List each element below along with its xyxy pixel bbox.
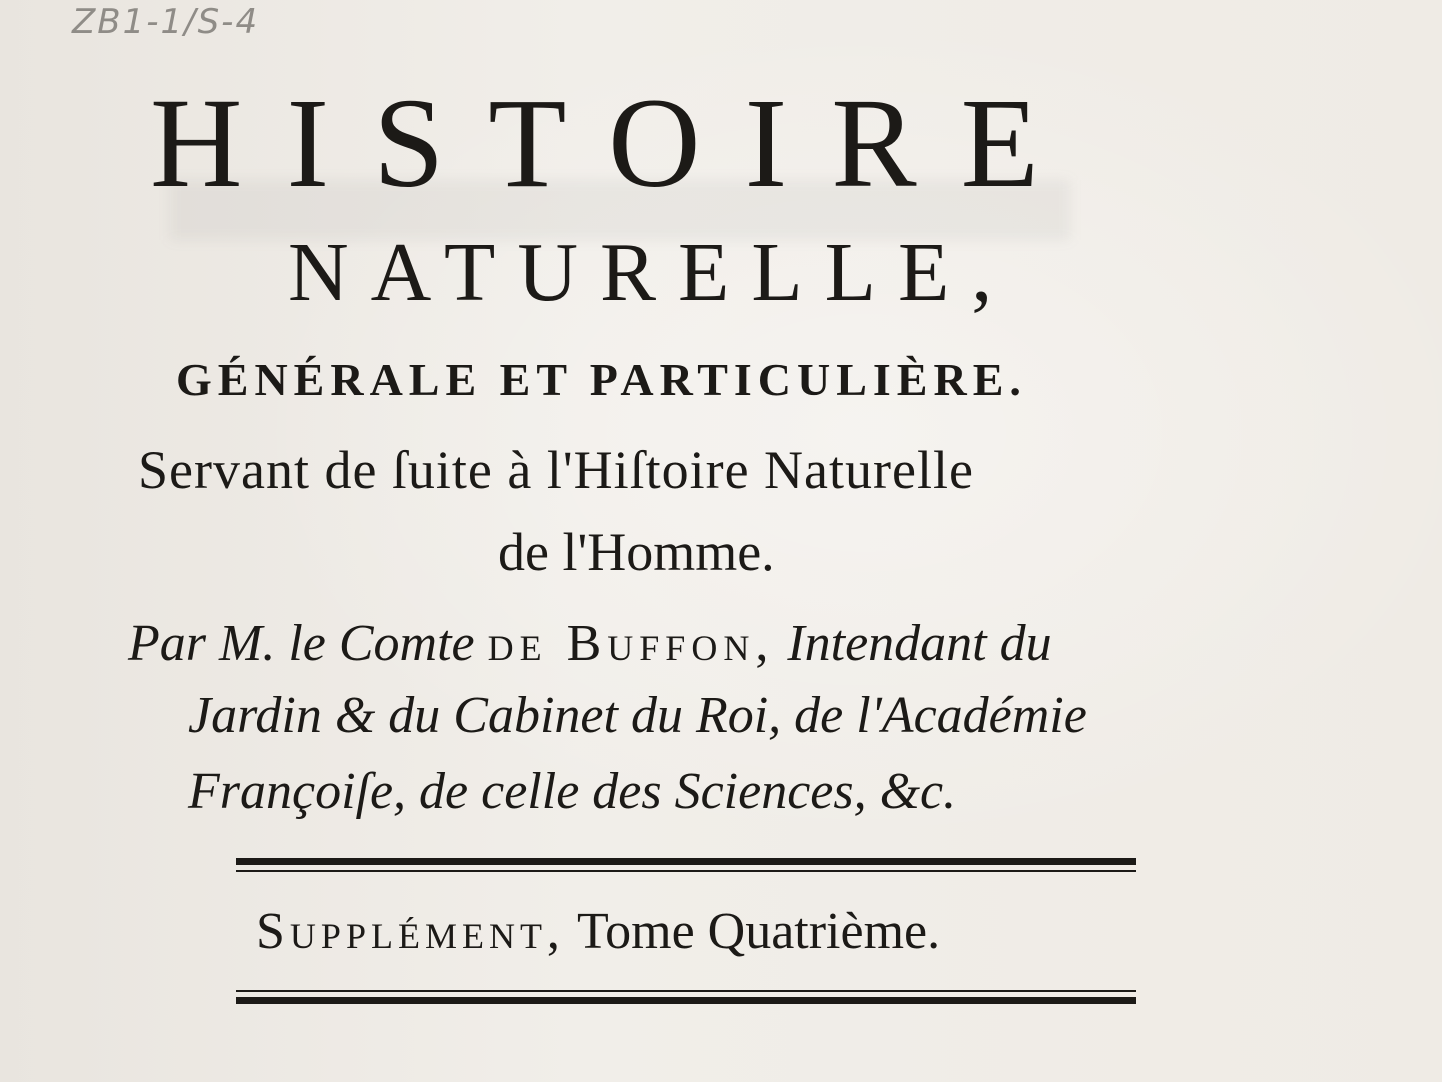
volume-label: Supplément, [256, 903, 565, 960]
author-line-3: Françoiſe, de celle des Sciences, &c. [188, 763, 957, 820]
serving-line-1: Servant de ſuite à l'Hiſtoire Naturelle [138, 440, 974, 500]
author-prefix: Par M. le Comte [128, 615, 475, 672]
subtitle: GÉNÉRALE ET PARTICULIÈRE. [176, 354, 1027, 405]
author-line-2: Jardin & du Cabinet du Roi, de l'Académie [188, 687, 1087, 744]
title-line-2: NATURELLE, [288, 226, 1015, 319]
bottom-double-rule [236, 990, 1136, 1004]
author-name: de Buffon, [487, 615, 775, 672]
title-line-1: HISTOIRE [150, 72, 1083, 214]
serving-line-2: de l'Homme. [498, 522, 775, 582]
rule-thick [236, 858, 1136, 865]
author-suffix: Intendant du [787, 615, 1052, 672]
rule-thin [236, 870, 1136, 872]
shelfmark: ZB1-1/S-4 [72, 2, 260, 42]
volume-line [256, 900, 1156, 964]
top-double-rule [236, 858, 1136, 872]
rule-thin [236, 990, 1136, 992]
rule-thick [236, 997, 1136, 1004]
volume-rest: Tome Quatrième. [577, 903, 941, 960]
author-line-1 [128, 612, 1308, 676]
